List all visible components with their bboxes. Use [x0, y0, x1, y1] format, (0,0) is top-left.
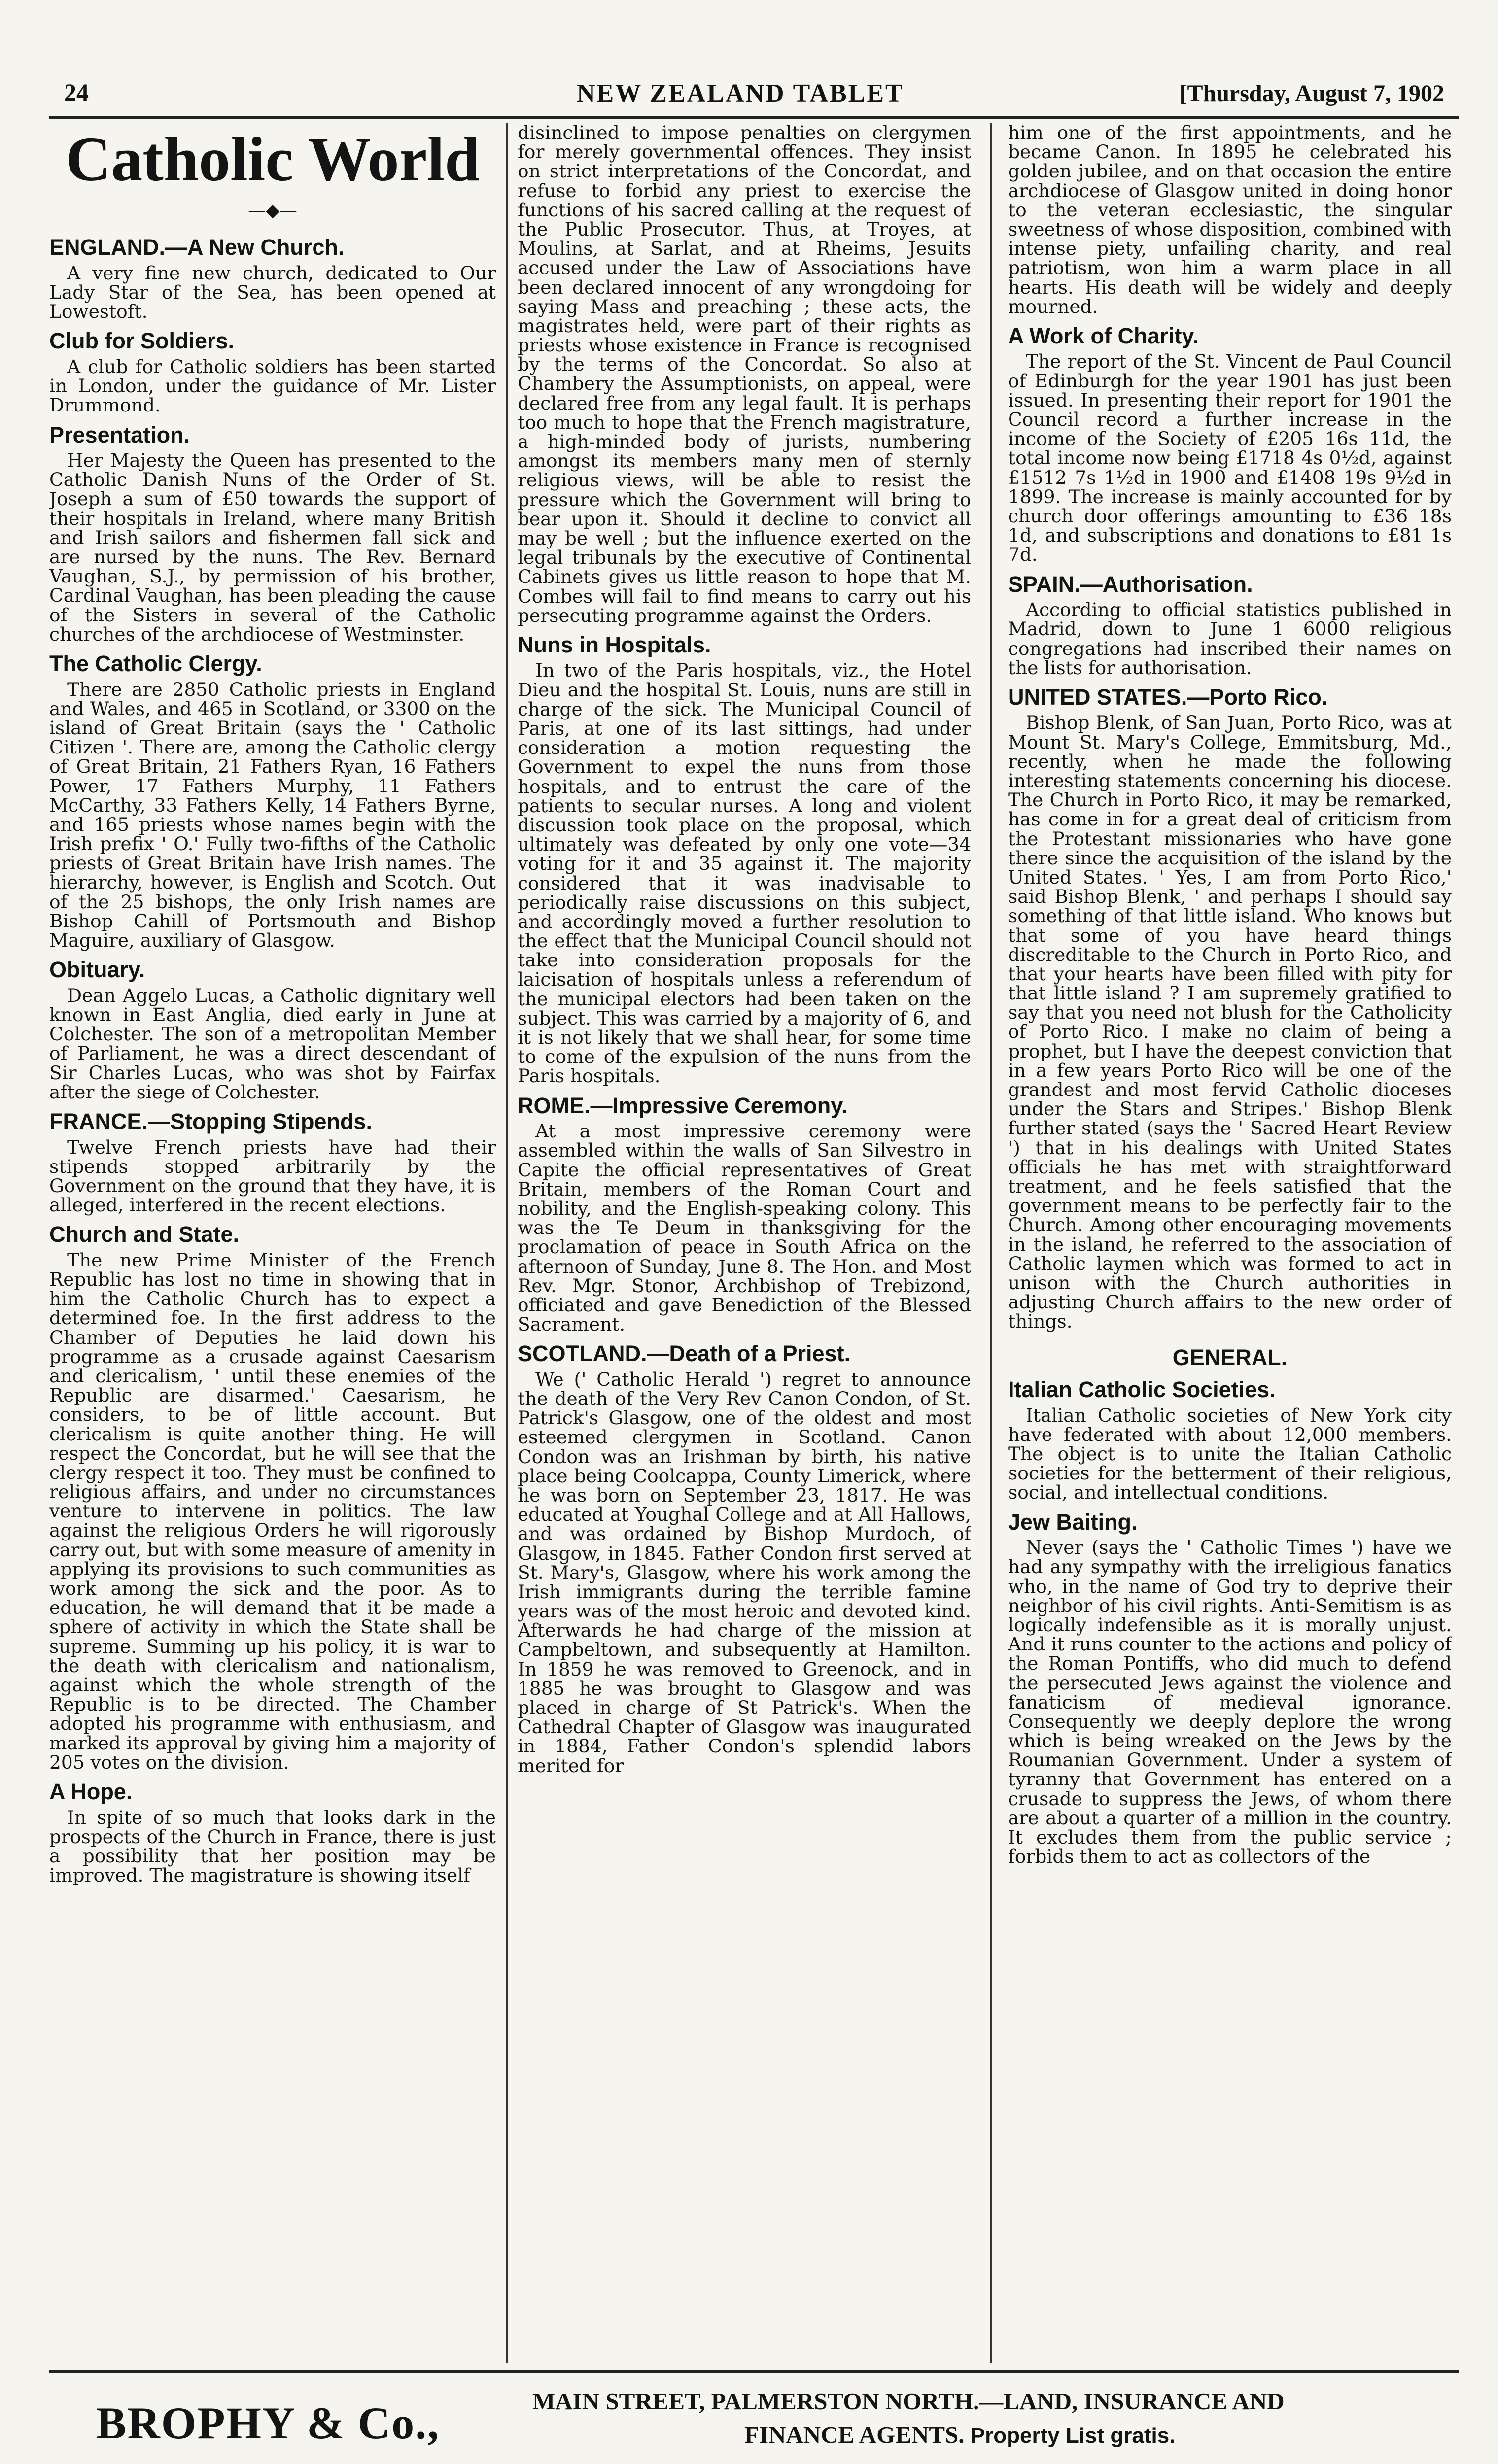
advertisement-footer: [49, 2370, 1459, 2464]
advertiser-services-text: FINANCE AGENTS.: [744, 2421, 965, 2448]
column-rule-1: [506, 123, 508, 2363]
issue-date: [Thursday, August 7, 1902: [1179, 80, 1444, 106]
masthead: [49, 67, 1459, 119]
article-heading: FRANCE.—Stopping Stipends.: [49, 1108, 372, 1134]
general-heading: GENERAL.: [1172, 1345, 1288, 1370]
article-paragraph: him one of the first appointments, and he became Canon. In 1895 he celebrated his golden jubilee, and on that occasion the entire archdiocese of Glasgow united in doing honor to the veteran ecclesiastic, the singular sweetness of whose disposition, combined with intense piety, unfailing charity, and real patriotism, won him a warm place in all hearts. His death will be widely and deeply mourned.: [1008, 123, 1452, 317]
article-paragraph: We (' Catholic Herald ') regret to announce the death of the Very Rev Canon Condon, of St. Patrick's Glasgow, one of the oldest and most esteemed clergymen in Scotland. Canon Condon was an Irishman by birth, his native place being Coolcappa, County Limerick, where he was born on September 23, 1817. He was educated at Youghal College and at All Hallows, and was ordained by Bishop Murdoch, of Glasgow, in 1845. Father Condon first served at St. Mary's, Glasgow, where his work among the Irish immigrants during the terrible famine years was of the most heroic and devoted kind. Afterwards he had charge of the mission at Campbeltown, and subsequently at Hamilton. In 1859 he was removed to Greenock, and in 1885 he was brought to Glasgow and was placed in charge of St Patrick's. When the Cathedral Chapter of Glasgow was inaugurated in 1884, Father Condon's splendid labors merited for: [518, 1368, 971, 1777]
column-2: [518, 123, 971, 2356]
article-paragraph: The report of the St. Vincent de Paul Council of Edinburgh for the year 1901 has just been issued. In presenting their report for 1901 the Council record a further increase in the income of the Society of £205 16s 11d, the total income now being £1718 4s 0½d, against £1512 7s 1½d in 1900 and £1408 19s 9½d in 1899. The increase is mainly accounted for by church door offerings amounting to £36 18s 1d, and subscriptions and donations to £81 1s 7d.: [1008, 350, 1452, 566]
article-heading: Club for Soldiers.: [49, 328, 235, 354]
article-paragraph: In spite of so much that looks dark in the prospects of the Church in France, there is just a possibility that her position may be improved. The magistrature is showing itself: [49, 1806, 496, 1886]
article-paragraph: Italian Catholic societies of New York city have federated with about 12,000 members. The object is to unite the Italian Catholic societies for the betterment of their religious, social, and intellectual conditions.: [1008, 1404, 1452, 1504]
article-list: [49, 236, 496, 1885]
article-paragraph: Dean Aggelo Lucas, a Catholic dignitary well known in East Anglia, died early in June at Colchester. The son of a metropolitan Member of Parliament, he was a direct descendant of Sir Charles Lucas, who was shot by Fairfax after the siege of Colchester.: [49, 984, 496, 1103]
article-paragraph: There are 2850 Catholic priests in England and Wales, and 465 in Scotland, or 3300 on the island of Great Britain (says the ' Catholic Citizen '. There are, among the Catholic clergy of Great Britain, 21 Fathers Ryan, 16 Fathers Power, 17 Fathers Murphy, 11 Fathers McCarthy, 33 Fathers Kelly, 14 Fathers Byrne, and 165 priests whose names begin with the Irish prefix ' O.' Fully two-fifths of the Catholic priests of Great Britain have Irish names. The hierarchy, however, is English and Scotch. Out of the 25 bishops, the only Irish names are Bishop Cahill of Portsmouth and Bishop Maguire, auxiliary of Glasgow.: [49, 678, 496, 951]
advertiser-services: [744, 2421, 1175, 2449]
article-paragraph: A very fine new church, dedicated to Our Lady Star of the Sea, has been opened at Lowestoft.: [49, 262, 496, 323]
advertiser-name: BROPHY & Co.,: [96, 2398, 440, 2448]
article-paragraph: The new Prime Minister of the French Republic has lost no time in showing that in him the Catholic Church has to expect a determined foe. In the first address to the Chamber of Deputies he laid down his programme as a crusade against Caesarism and clericalism, ' until these enemies of the Republic are disarmed.' Caesarism, he considers, to be of little account. But clericalism is quite another thing. He will respect the Concordat, but he will see that the clergy respect it too. They must be confined to religious affairs, and under no circumstances venture to intervene in politics. The law against the religious Orders he will rigorously carry out, but with some measure of amenity in applying its provisions to such communities as work among the sick and the poor. As to education, he will demand that it be made a sphere of activity in which the State shall be supreme. Summing up his policy, it is war to the death with clericalism and nationalism, against which the whole strength of the Republic is to be directed. The Chamber adopted his programme with enthusiasm, and marked its approval by giving him a majority of 205 votes on the division.: [49, 1249, 496, 1773]
column-1: [49, 123, 496, 2356]
article-heading: Church and State.: [49, 1222, 240, 1247]
column-rule-2: [990, 123, 992, 2363]
article-heading: ENGLAND.—A New Church.: [49, 235, 345, 260]
article-heading: Obituary.: [49, 957, 145, 983]
ornament-divider: —◆—: [248, 201, 297, 221]
article-paragraph: Her Majesty the Queen has presented to the Catholic Danish Nuns of the Order of St. Joseph a sum of £50 towards the support of their hospitals in Ireland, where many British and Irish sailors and fishermen fall sick and are nursed by the nuns. The Rev. Bernard Vaughan, S.J., by permission of his brother, Cardinal Vaughan, has been pleading the cause of the Sisters in several of the Catholic churches of the archdiocese of Westminster.: [49, 449, 496, 645]
article-paragraph: According to official statistics published in Madrid, down to June 1 6000 religious congregations had inscribed their names on the lists for authorisation.: [1008, 599, 1452, 679]
page-number: 24: [64, 78, 89, 106]
article-paragraph: Bishop Blenk, of San Juan, Porto Rico, was at Mount St. Mary's College, Emmitsburg, Md., recently, when he made the following interesting statements concerning his diocese. The Church in Porto Rico, it may be remarked, has come in for a great deal of criticism from the Protestant missionaries who have gone there since the acquisition of the island by the United States. ' Yes, I am from Porto Rico,' said Bishop Blenk, ' and perhaps I should say something of that little island. Who knows but that some of you have heard things discreditable to the Church in Porto Rico, and that your hearts have been filled with pity for that little island ? I am supremely gratified to say that you need not blush for the Catholicity of Porto Rico. I make no claim of being a prophet, but I have the deepest conviction that in a few years Porto Rico will be one of the grandest and most fervid Catholic dioceses under the Stars and Stripes.' Bishop Blenk further stated (says the ' Sacred Heart Review ') that in his dealings with United States officials he has met with straightforward treatment, and he feels satisfied that the government means to be perfectly fair to the Church. Among other encouraging movements in the island, he referred to the association of Catholic laymen which was formed to act in unison with the Church authorities in adjusting Church affairs to the new order of things.: [1008, 712, 1452, 1333]
advertiser-address: MAIN STREET, PALMERSTON NORTH.—LAND, INSURANCE AND: [532, 2388, 1285, 2415]
article-heading: Italian Catholic Societies.: [1008, 1377, 1276, 1403]
property-list-note: Property List gratis.: [970, 2424, 1176, 2448]
article-list: [1008, 123, 1452, 1331]
article-heading: Presentation.: [49, 422, 190, 447]
article-list: [518, 123, 971, 1776]
article-heading: Nuns in Hospitals.: [518, 632, 711, 657]
article-paragraph: Twelve French priests have had their stipends stopped arbitrarily by the Government on the ground that they have, it is alleged, interfered in the recent elections.: [49, 1136, 496, 1216]
column-3: [1008, 123, 1452, 2356]
article-paragraph: Never (says the ' Catholic Times ') have we had any sympathy with the irreligious fanatics who, in the name of God try to deprive their neighbor of his civil rights. Anti-Semitism is as logically indefensible as it is morally unjust. And it runs counter to the actions and policy of the Roman Pontiffs, who did much to defend the persecuted Jews against the violence and fanaticism of medieval ignorance. Consequently we deeply deplore the wrong which is being wreaked on the Jews by the Roumanian Government. Under a system of tyranny that Government has entered on a crusade to suppress the Jews, of whom there are about a quarter of a million in the country. It excludes them from the public service ; forbids them to act as collectors of the: [1008, 1537, 1452, 1868]
article-heading: ROME.—Impressive Ceremony.: [518, 1093, 848, 1118]
article-paragraph: In two of the Paris hospitals, viz., the Hotel Dieu and the hospital St. Louis, nuns are still in charge of the sick. The Municipal Council of Paris, at one of its last sittings, had under consideration a motion requesting the Government to expel the nuns from those hospitals, and to entrust the care of the patients to secular nurses. A long and violent discussion took place on the proposal, which ultimately was defeated by only one vote—34 voting for it and 35 against it. The majority considered that it was inadvisable to periodically raise discussions on this subject, and accordingly moved a further resolution to the effect that the Municipal Council should not take into consideration proposals for the laicisation of hospitals unless a referendum of the municipal electors had been taken on the subject. This was carried by a majority of 6, and it is not likely that we shall hear, for some time to come of the expulsion of the nuns from the Paris hospitals.: [518, 659, 971, 1087]
article-heading: UNITED STATES.—Porto Rico.: [1008, 684, 1328, 710]
article-heading: SCOTLAND.—Death of a Priest.: [518, 1341, 851, 1367]
section-title: Catholic World: [65, 124, 480, 194]
article-paragraph: A club for Catholic soldiers has been started in London, under the guidance of Mr. Lister Drummond.: [49, 355, 496, 416]
article-heading: Jew Baiting.: [1008, 1509, 1138, 1535]
article-heading: A Hope.: [49, 1779, 133, 1804]
article-paragraph: disinclined to impose penalties on clergymen for merely governmental offences. They insist on strict interpretations of the Concordat, and refuse to forbid any priest to exercise the functions of his sacred calling at the request of the Public Prosecutor. Thus, at Troyes, at Moulins, at Sarlat, and at Rheims, Jesuits accused under the Law of Associations have been declared innocent of any wrongdoing for saying Mass and preaching ; these acts, the magistrates held, were part of their rights as priests whose existence in France is recognised by the terms of the Concordat. So also at Chambery the Assumptionists, on appeal, were declared free from any legal fault. It is perhaps too much to hope that the French magistrature, a high-minded body of jurists, numbering amongst its members many men of sternly religious views, will be able to resist the pressure which the Government will bring to bear upon it. Should it decline to convict all may be well ; but the influence exerted on the legal tribunals by the executive of Continental Cabinets gives us little reason to hope that M. Combes will fail to find means to carry out his persecuting programme against the Orders.: [518, 123, 971, 626]
article-paragraph: At a most impressive ceremony were assembled within the walls of San Silvestro in Capite the official representatives of Great Britain, members of the Roman Court and nobility, and the English-speaking colony. This was the Te Deum in thanksgiving for the proclamation of peace in South Africa on the afternoon of Sunday, June 8. The Hon. and Most Rev. Mgr. Stonor, Archbishop of Trebizond, officiated and gave Benediction of the Blessed Sacrament.: [518, 1120, 971, 1335]
newspaper-title: NEW ZEALAND TABLET: [577, 79, 904, 107]
article-list: [1008, 1378, 1452, 1866]
article-heading: A Work of Charity.: [1008, 323, 1199, 348]
article-heading: The Catholic Clergy.: [49, 650, 262, 676]
article-heading: SPAIN.—Authorisation.: [1008, 571, 1253, 597]
